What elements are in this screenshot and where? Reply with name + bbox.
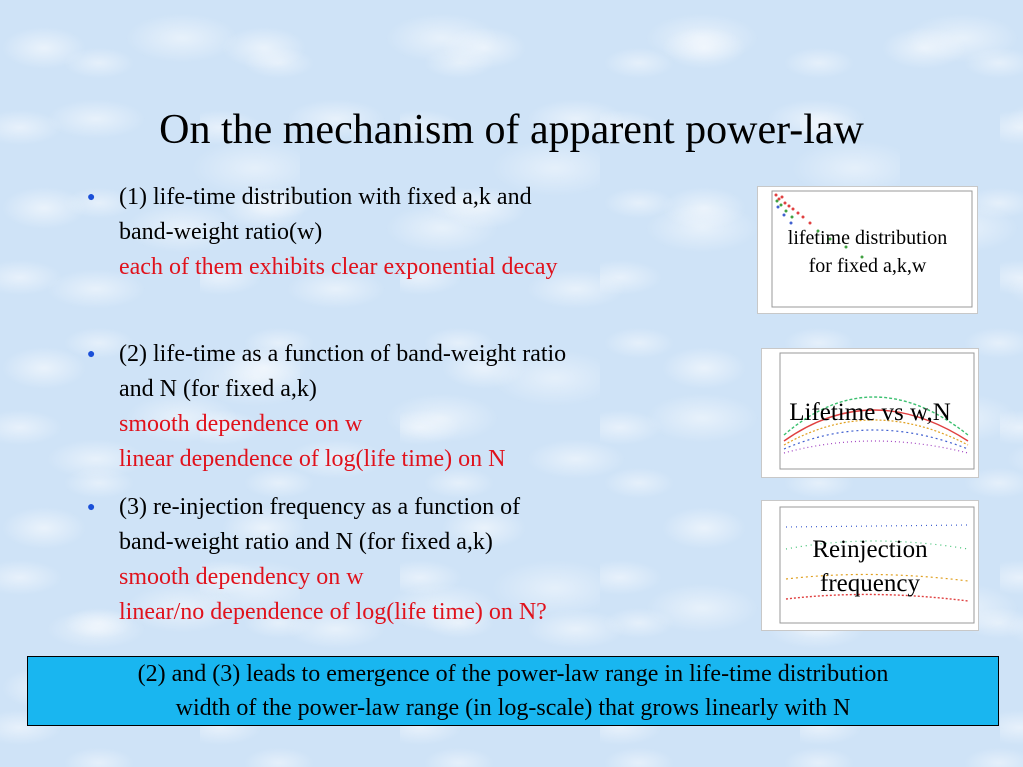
- thumbnail-3-caption-line-1: Reinjection: [812, 536, 928, 563]
- summary-line-1: (2) and (3) leads to emergence of the power-law range in life-time distribution: [137, 661, 889, 687]
- summary-line-2: width of the power-law range (in log-scale) that grows linearly with N: [175, 695, 851, 721]
- bullet-1-line-1: (1) life-time distribution with fixed a,k and: [119, 184, 532, 210]
- bullet-dot-icon: ●: [87, 500, 96, 515]
- bullet-3-note-2: linear/no dependence of log(life time) on N?: [119, 599, 547, 625]
- bullet-item-1: [87, 180, 557, 285]
- bullet-2-note-1: smooth dependence on w: [119, 411, 363, 437]
- bullet-dot-icon: ●: [87, 190, 96, 205]
- bullet-2-line-2: and N (for fixed a,k): [119, 376, 317, 402]
- bullet-3-note-1: smooth dependency on w: [119, 564, 364, 590]
- slide-title: On the mechanism of apparent power-law: [159, 107, 864, 153]
- thumbnail-1-caption-line-1: lifetime distribution: [787, 227, 948, 249]
- bullet-dot-icon: ●: [87, 347, 96, 362]
- bullet-item-2: [87, 337, 566, 477]
- thumbnail-lifetime-vs-w-n: [761, 348, 979, 478]
- thumbnail-reinjection-frequency: [761, 500, 979, 631]
- thumbnail-lifetime-distribution: [757, 186, 978, 314]
- thumbnail-1-caption-line-2: for fixed a,k,w: [808, 255, 927, 277]
- bullet-2-line-1: (2) life-time as a function of band-weight ratio: [119, 341, 567, 367]
- bullet-1-line-2: band-weight ratio(w): [119, 219, 323, 245]
- bullet-3-line-1: (3) re-injection frequency as a function of: [119, 494, 521, 520]
- thumbnail-2-caption: Lifetime vs w,N: [789, 399, 951, 426]
- thumbnail-3-caption-line-2: frequency: [820, 570, 920, 597]
- bullet-2-note-2: linear dependence of log(life time) on N: [119, 446, 506, 472]
- bullet-item-3: [87, 490, 547, 630]
- summary-box: [27, 656, 999, 726]
- bullet-3-line-2: band-weight ratio and N (for fixed a,k): [119, 529, 493, 555]
- bullet-1-note-1: each of them exhibits clear exponential decay: [119, 254, 558, 280]
